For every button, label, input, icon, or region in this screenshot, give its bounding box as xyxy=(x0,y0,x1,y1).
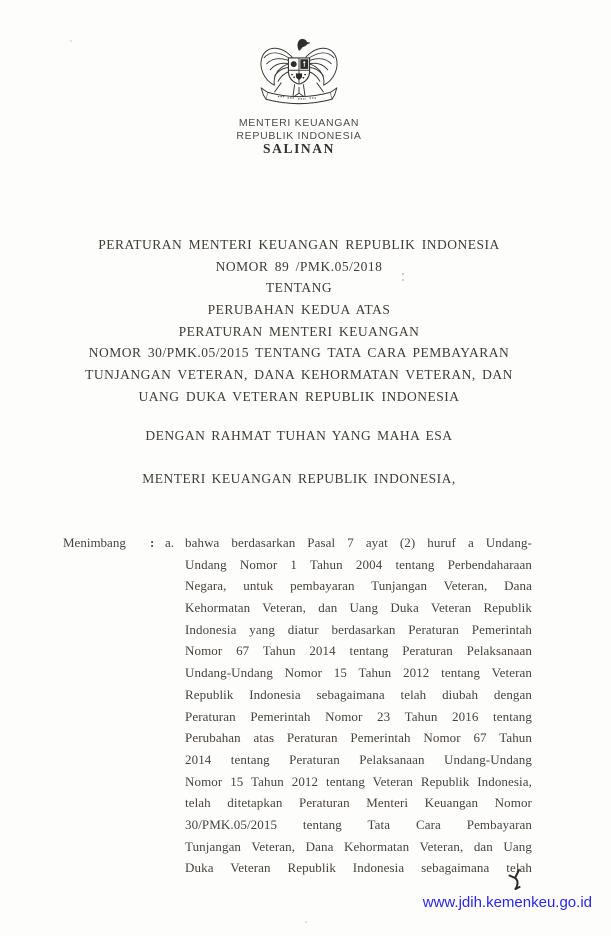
title-line: TENTANG xyxy=(265,280,333,296)
scan-speck xyxy=(402,273,404,275)
title-line: UANG DUKA VETERAN REPUBLIK INDONESIA xyxy=(138,388,460,404)
paragraph-line: Kehormatan Veteran, dan Uang Duka Veteran Republik xyxy=(185,600,532,616)
paraf-initial-mark xyxy=(507,868,524,892)
title-line: NOMOR 30/PMK.05/2015 TENTANG TATA CARA PEMBAYARAN xyxy=(88,345,510,361)
invocation-line: DENGAN RAHMAT TUHAN YANG MAHA ESA xyxy=(145,428,453,443)
considering-section xyxy=(63,532,532,879)
paragraph-line: Perubahan atas Peraturan Pemerintah Nomor 67 Tahun xyxy=(185,730,532,746)
considering-item-a-paragraph xyxy=(185,532,532,879)
paragraph-line: Tunjangan Veteran, Dana Kehormatan Veteran, dan Uang xyxy=(185,838,532,854)
regulation-title xyxy=(0,234,598,408)
paragraph-line: Indonesia yang diatur berdasarkan Peraturan Pemerintah xyxy=(185,621,532,637)
paragraph-line: Nomor 15 Tahun 2012 tentang Veteran Republik Indonesia, xyxy=(185,773,532,789)
title-line: TUNJANGAN VETERAN, DANA KEHORMATAN VETERAN, DAN xyxy=(85,367,513,383)
paragraph-line: Undang-Undang Nomor 15 Tahun 2012 tentang Veteran xyxy=(185,665,532,681)
paragraph-line: Negara, untuk pembayaran Tunjangan Veteran, Dana xyxy=(185,578,532,594)
issuer-line: MENTERI KEUANGAN REPUBLIK INDONESIA, xyxy=(142,471,456,486)
title-line: PERUBAHAN KEDUA ATAS xyxy=(207,302,391,318)
title-line: PERATURAN MENTERI KEUANGAN REPUBLIK INDONESIA xyxy=(98,237,500,252)
ministry-name-line1: MENTERI KEUANGAN xyxy=(238,117,360,129)
scan-speck xyxy=(305,921,307,923)
paragraph-line: 30/PMK.05/2015 tentang Tata Cara Pembayaran xyxy=(185,816,532,832)
paragraph-line: 2014 tentang Peraturan Pelaksanaan Undang-Undang xyxy=(185,751,532,767)
scan-speck xyxy=(70,40,72,42)
paragraph-line: Nomor 67 Tahun 2014 tentang Peraturan Pelaksanaan xyxy=(185,643,532,659)
considering-label: Menimbang xyxy=(63,535,126,550)
paragraph-line: Republik Indonesia sebagaimana telah diubah dengan xyxy=(185,686,532,702)
paragraph-line: Peraturan Pemerintah Nomor 23 Tahun 2016 tentang xyxy=(185,708,532,724)
copy-stamp: SALINAN xyxy=(263,141,335,156)
item-a-marker: a. xyxy=(165,535,175,550)
considering-separator: : xyxy=(150,535,155,550)
garuda-pancasila-emblem xyxy=(255,34,343,110)
title-line-number: NOMOR 89 /PMK.05/2018 xyxy=(215,258,383,274)
paragraph-line: Duka Veteran Republik Indonesia sebagaimana telah xyxy=(185,860,532,876)
title-line: PERATURAN MENTERI KEUANGAN xyxy=(178,323,420,339)
jdih-url-link[interactable]: www.jdih.kemenkeu.go.id xyxy=(422,894,592,911)
paragraph-line: Undang Nomor 1 Tahun 2004 tentang Perbendaharaan xyxy=(185,556,532,572)
ministry-name-line2: REPUBLIK INDONESIA xyxy=(236,130,362,142)
paragraph-line: telah ditetapkan Peraturan Menteri Keuangan Nomor xyxy=(185,795,532,811)
paragraph-line: bahwa berdasarkan Pasal 7 ayat (2) huruf a Undang- xyxy=(185,535,532,550)
